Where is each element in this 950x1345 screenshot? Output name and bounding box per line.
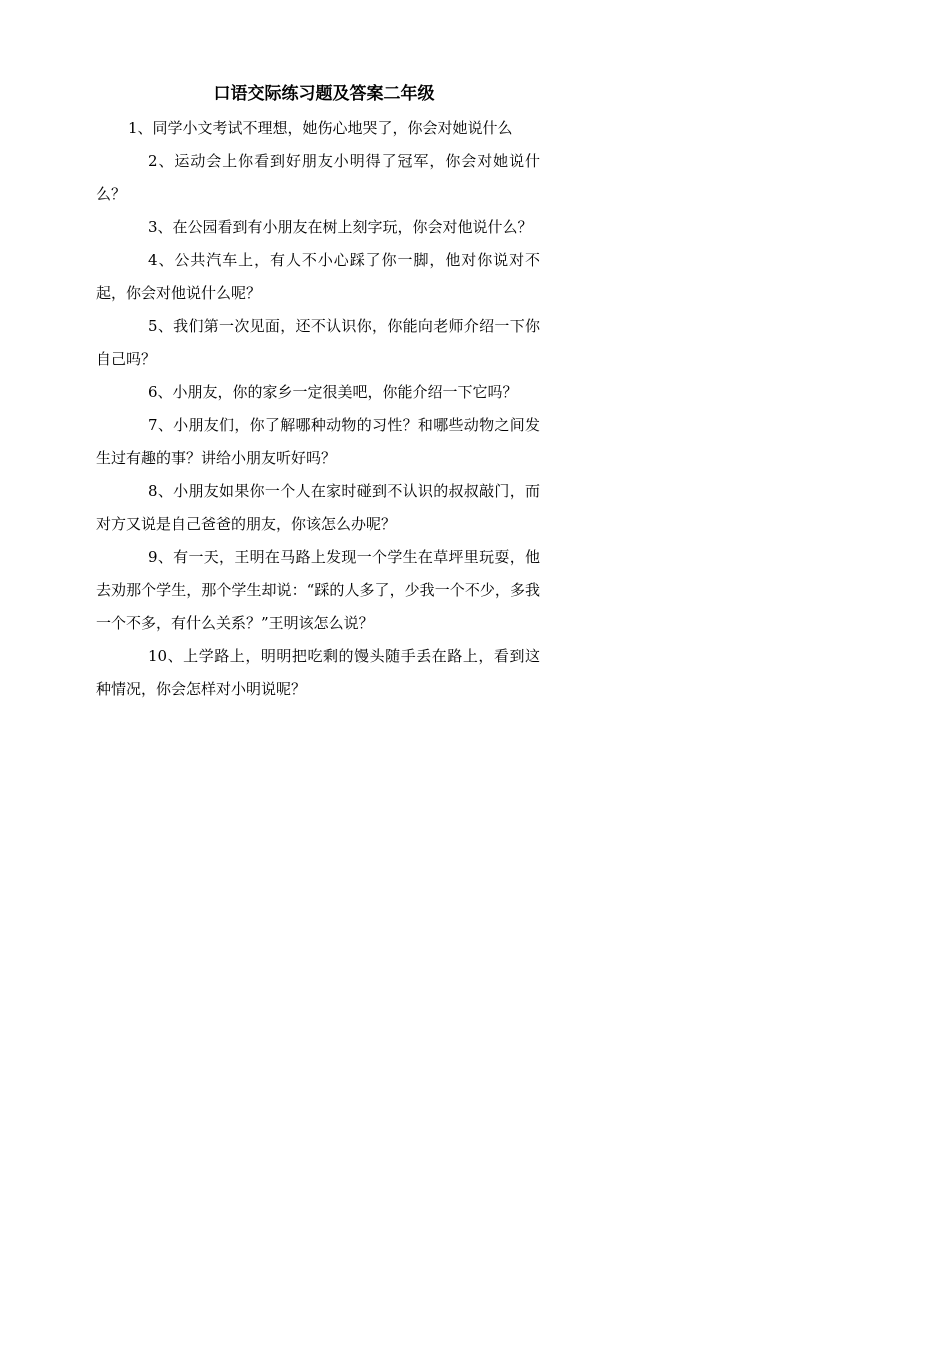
question-item: 9、有一天，王明在马路上发现一个学生在草坪里玩耍，他去劝那个学生，那个学生却说：“踩的人多了，少我一个不少，多我一个不多，有什么关系？”王明该怎么说？ xyxy=(96,548,540,632)
question-item: 3、在公园看到有小朋友在树上刻字玩，你会对他说什么？ xyxy=(148,218,533,236)
question-item: 5、我们第一次见面，还不认识你，你能向老师介绍一下你自己吗？ xyxy=(96,317,540,368)
page-title: 口语交际练习题及答案二年级 xyxy=(213,84,435,104)
question-list xyxy=(96,112,540,706)
question-item: 8、小朋友如果你一个人在家时碰到不认识的叔叔敲门，而对方又说是自己爸爸的朋友，你该怎么办呢？ xyxy=(96,482,540,533)
question-item: 7、小朋友们，你了解哪种动物的习性？和哪些动物之间发生过有趣的事？讲给小朋友听好吗？ xyxy=(96,416,540,467)
question-item: 10、上学路上，明明把吃剩的馒头随手丢在路上，看到这种情况，你会怎样对小明说呢？ xyxy=(96,647,540,698)
question-item: 6、小朋友，你的家乡一定很美吧，你能介绍一下它吗？ xyxy=(148,383,518,401)
question-item: 2、运动会上你看到好朋友小明得了冠军，你会对她说什么？ xyxy=(96,152,540,203)
question-item: 4、公共汽车上，有人不小心踩了你一脚，他对你说对不起，你会对他说什么呢？ xyxy=(96,251,540,302)
question-item: 1、同学小文考试不理想，她伤心地哭了，你会对她说什么 xyxy=(128,119,513,137)
